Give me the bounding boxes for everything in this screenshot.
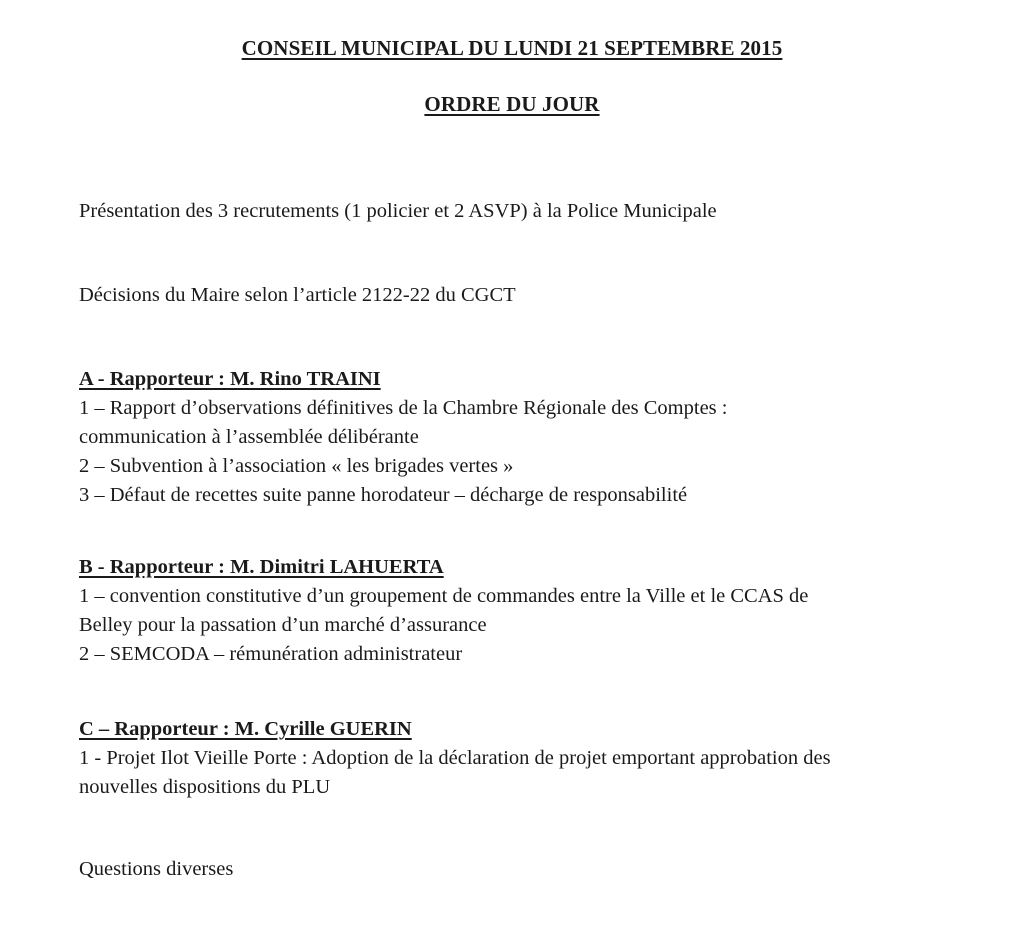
section-a-item: 1 – Rapport d’observations définitives de la Chambre Régionale des Comptes : [79, 397, 728, 419]
document-title: CONSEIL MUNICIPAL DU LUNDI 21 SEPTEMBRE 2015 [241, 36, 783, 60]
section-c-item: nouvelles dispositions du PLU [79, 776, 331, 798]
section-a-item: 2 – Subvention à l’association « les brigades vertes » [79, 455, 514, 477]
section-a-item: communication à l’assemblée délibérante [79, 426, 419, 448]
intro-presentation: Présentation des 3 recrutements (1 policier et 2 ASVP) à la Police Municipale [79, 200, 717, 222]
section-c-item: 1 - Projet Ilot Vieille Porte : Adoption de la déclaration de projet emportant approbation des [79, 747, 831, 769]
section-b [79, 553, 808, 669]
closing-questions: Questions diverses [79, 858, 234, 880]
section-a-item: 3 – Défaut de recettes suite panne horodateur – décharge de responsabilité [79, 484, 688, 506]
section-b-item: 1 – convention constitutive d’un groupement de commandes entre la Ville et le CCAS de [79, 585, 809, 607]
section-b-item: Belley pour la passation d’un marché d’assurance [79, 614, 487, 636]
section-c [79, 715, 831, 802]
section-a [79, 365, 727, 510]
section-b-heading: B - Rapporteur : M. Dimitri LAHUERTA [79, 556, 444, 578]
intro-decisions: Décisions du Maire selon l’article 2122-22 du CGCT [79, 284, 516, 306]
section-c-heading: C – Rapporteur : M. Cyrille GUERIN [79, 718, 412, 740]
document-subtitle: ORDRE DU JOUR [424, 92, 600, 116]
section-a-heading: A - Rapporteur : M. Rino TRAINI [79, 368, 381, 390]
section-b-item: 2 – SEMCODA – rémunération administrateur [79, 643, 463, 665]
